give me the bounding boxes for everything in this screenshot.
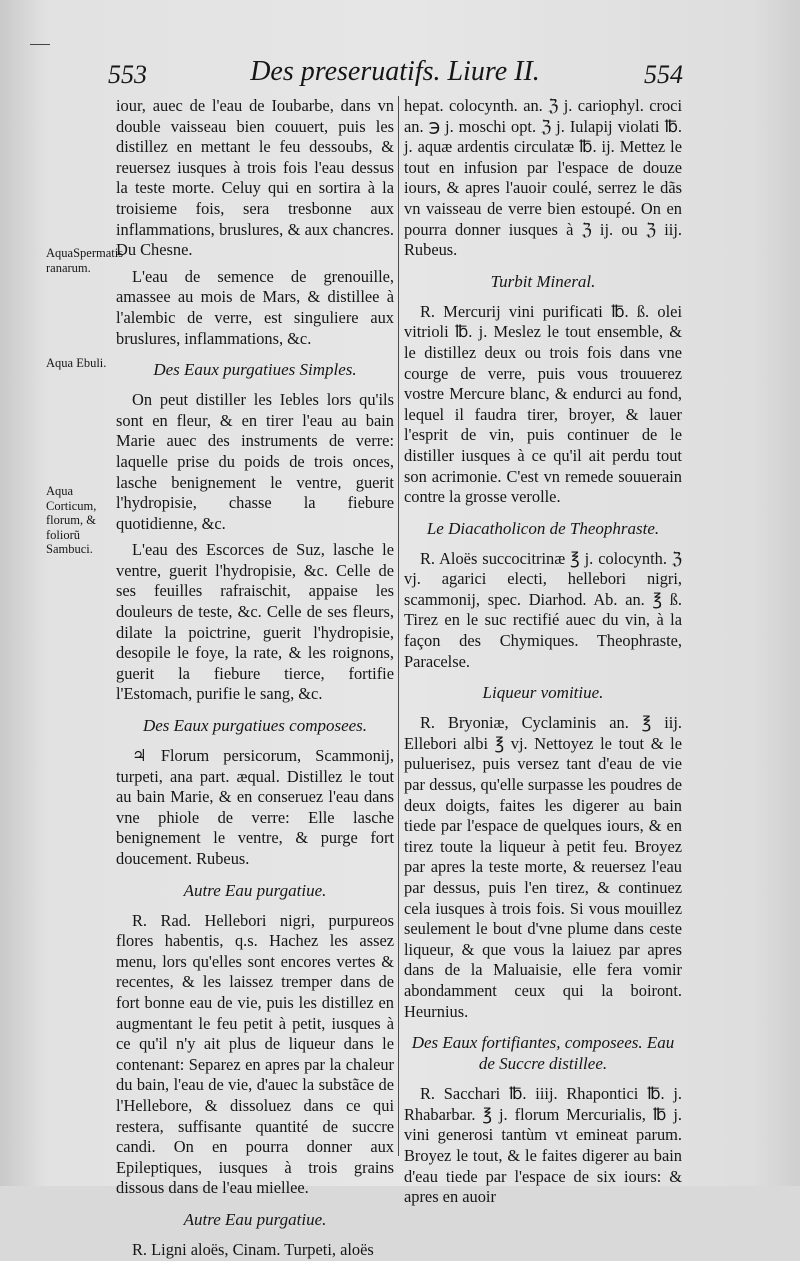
section-heading: Des Eaux purgatiues Simples.	[153, 360, 357, 380]
paragraph: L'eau de semence de grenouille, amassee au mois de Mars, & distillee à l'alembic de verre, est singuliere aux bruslures, inflammations, &c.	[116, 266, 394, 348]
section-heading: Turbit Mineral.	[490, 271, 596, 291]
paragraph: R. Bryoniæ, Cyclaminis an. ℥ iij. Ellebori albi ℥ vj. Nettoyez le tout & le puluerisez, puis versez tant d'eau de vie par dessus, qu'elle surpasse les poudres de deux doigts, faites les digerer au bain tiede par l'espace de quelques iours, & en tirez toute la liqueur à petit feu. Broyez par apres la teste morte, & reuersez l'eau par dessus, puis l'en tirez, & continuez cela iusques à trois fois. Si vous mouillez seulement le bout d'vne plume dans ceste liqueur, & que vous la laiuez par apres dans de la Maluaisie, elle fera vomir abondamment ceux qui la boiront. Heurnius.	[404, 713, 682, 1021]
section-heading: Des Eaux fortifiantes, composees. Eau de Succre distillee.	[411, 1033, 675, 1074]
section-heading: Le Diacatholicon de Theophraste.	[426, 518, 660, 538]
right-column	[404, 96, 682, 1208]
page-number-left: 553	[108, 60, 147, 89]
page-number-right: 554	[644, 60, 683, 89]
paragraph: R. Rad. Hellebori nigri, purpureos flores habentis, q.s. Hachez les assez menu, lors qu'elles sont encores vertes & recentes, & les laissez tremper dans de fort bonne eau de vie, puis les distillez en augmentant le feu petit à petit, iusques à ce qu'il n'y ait plus de liqueur dans le contenant: Separez en apres par la chaleur du bain, l'eau de vie, d'auec la substãce de l'Hellebore, & dissoluez dans ce qui restera, suffisante quantité de succre candi. On en pourra donner aux Epileptiques, iusques à trois grains dissous dans de l'eau miellee.	[116, 910, 394, 1198]
paragraph: ♃ Florum persicorum, Scammonij, turpeti, ana part. æqual. Distillez le tout au bain Marie, & en conseruez l'eau dans vne phiole de verre: Elle lasche benignement le ventre, & purge fort doucement. Rubeus.	[116, 746, 394, 868]
paragraph: iour, auec de l'eau de Ioubarbe, dans vn double vaisseau bien couuert, puis les distillez en mettant le feu dessoubs, & reuersez iusques à trois fois l'eau dessus la teste morte. Celuy qui en sortira à la troisieme fois, sera tresbonne aux inflammations, bruslures, & aux chancres. Du Chesne.	[116, 96, 394, 260]
left-column	[116, 96, 394, 1261]
margin-note-aqua-spermatis: AquaSpermatis ranarum.	[46, 246, 124, 275]
margin-note-aqua-ebuli: Aqua Ebuli.	[46, 356, 107, 370]
paragraph: R. Mercurij vini purificati ℔. ß. olei vitrioli ℔. j. Meslez le tout ensemble, & le distillez deux ou trois fois dans vne courge de verre, puis vous trouuerez vostre Mercure blanc, & endurci au fond, lequel il faudra tirer, broyer, & lauer l'esprit de vin, puis continuer de le distiller iusques à ce qu'il ait perdu tout son acrimonie. C'est vn remede souuerain contre la grosse verolle.	[404, 301, 682, 507]
running-title: Des preseruatifs. Liure II.	[250, 56, 540, 87]
paragraph: L'eau des Escorces de Suz, lasche le ventre, guerit l'hydropisie, &c. Celle de ses feuilles rafraischit, appaise les douleurs de teste, &c. Celle de ses fleurs, dilate la poictrine, guerit l'hydropisie, desopile le foye, la rate, & les roignons, guerit la fiebure tierce, fortifie l'Estomach, purifie le sang, &c.	[116, 540, 394, 704]
paragraph: R. Ligni aloës, Cinam. Turpeti, aloës	[132, 1239, 374, 1259]
margin-note-aqua-corticum: Aqua Corticum, florum, & foliorũ Sambuci.	[46, 484, 97, 556]
print-mark	[30, 44, 50, 45]
paragraph: On peut distiller les Iebles lors qu'ils sont en fleur, & en tirer l'eau au bain Marie auec des instruments de verre: laquelle prise du poids de trois onces, lasche benignement le ventre, guerit l'hydropisie, chasse la fiebure quotidienne, &c.	[116, 390, 394, 533]
paragraph: R. Sacchari ℔. iiij. Rhapontici ℔. j. Rhabarbar. ℥ j. florum Mercurialis, ℔ j. vini generosi tantùm vt emineat parum. Broyez le tout, & le faites digerer au bain d'eau tiede par l'espace de six iours: & apres en auoir	[404, 1084, 682, 1207]
page-header	[0, 56, 800, 96]
column-divider	[398, 96, 399, 1156]
section-heading: Des Eaux purgatiues composees.	[142, 716, 368, 736]
section-heading: Autre Eau purgatiue.	[183, 1209, 327, 1229]
paragraph: R. Aloës succocitrinæ ℥ j. colocynth. ℨ vj. agarici electi, hellebori nigri, scammonij, spec. Diarhod. Ab. an. ℥ ß. Tirez en le suc rectifié auec du vin, à la façon des Chymiques. Theophraste, Paracelse.	[404, 548, 682, 671]
section-heading: Liqueur vomitiue.	[482, 683, 604, 703]
section-heading: Autre Eau purgatiue.	[183, 880, 327, 900]
paragraph: hepat. colocynth. an. ℨ j. cariophyl. croci an. ℈ j. moschi opt. ℨ j. Iulapij violati ℔. j. aquæ ardentis circulatæ ℔. ij. Mettez le tout en infusion par l'espace de douze iours, & apres l'auoir coulé, serrez le dãs vn vaisseau de verre bien estoupé. On en pourra donner iusques à ℨ ij. ou ℨ iij. Rubeus.	[404, 96, 682, 260]
